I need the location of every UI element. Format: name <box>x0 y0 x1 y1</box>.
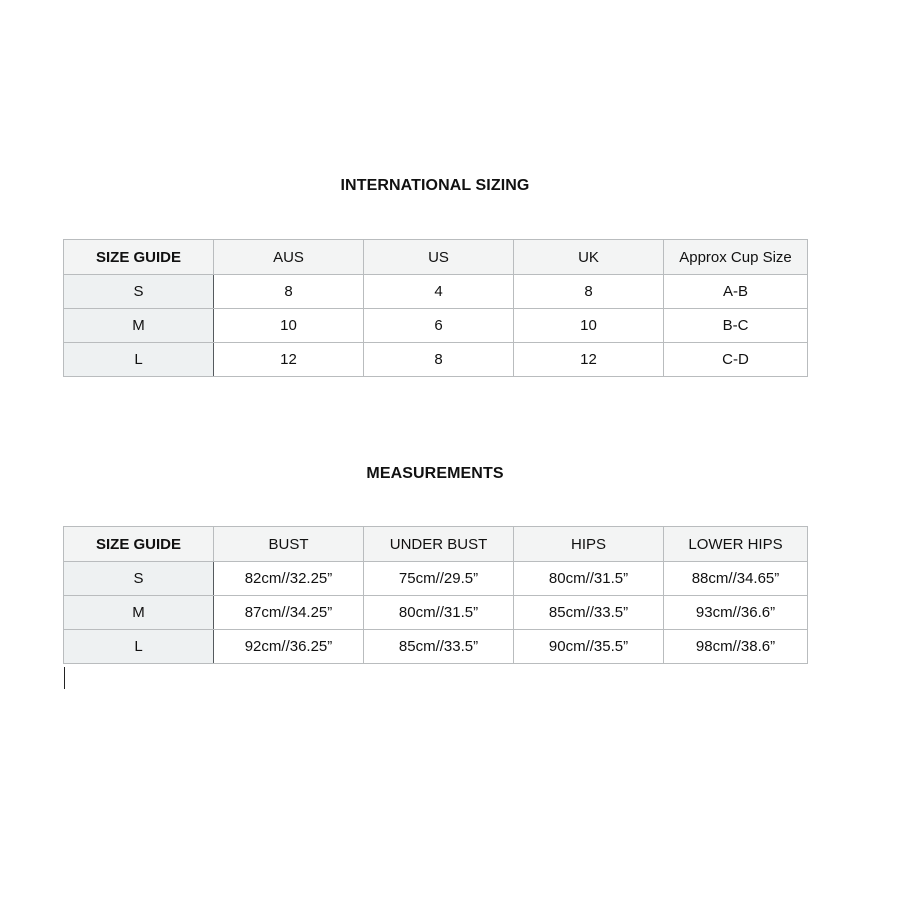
column-header-size-guide: SIZE GUIDE <box>64 240 214 275</box>
column-header-aus: AUS <box>214 240 364 275</box>
table-row <box>64 596 808 630</box>
table-cell: 8 <box>214 275 364 309</box>
table-cell: 10 <box>514 309 664 343</box>
row-header-size: M <box>64 309 214 343</box>
table-cell: 80cm//31.5” <box>514 562 664 596</box>
international-sizing-title: INTERNATIONAL SIZING <box>340 177 530 194</box>
table-cell: A-B <box>664 275 808 309</box>
table-cell: 85cm//33.5” <box>364 630 514 664</box>
table-cell: 82cm//32.25” <box>214 562 364 596</box>
table-cell: 80cm//31.5” <box>364 596 514 630</box>
table-cell: 93cm//36.6” <box>664 596 808 630</box>
table-cell: 12 <box>214 343 364 377</box>
table-header-row <box>64 240 808 275</box>
column-header-size-guide: SIZE GUIDE <box>64 527 214 562</box>
table-header-row <box>64 527 808 562</box>
table-row <box>64 562 808 596</box>
table-row <box>64 275 808 309</box>
row-header-size: S <box>64 275 214 309</box>
table-cell: 85cm//33.5” <box>514 596 664 630</box>
table-cell: C-D <box>664 343 808 377</box>
table-cell: 4 <box>364 275 514 309</box>
row-header-size: M <box>64 596 214 630</box>
table-row <box>64 309 808 343</box>
text-cursor <box>64 667 65 689</box>
row-header-size: L <box>64 630 214 664</box>
table-cell: 98cm//38.6” <box>664 630 808 664</box>
row-header-size: S <box>64 562 214 596</box>
table-cell: 90cm//35.5” <box>514 630 664 664</box>
table-cell: 75cm//29.5” <box>364 562 514 596</box>
table-row <box>64 343 808 377</box>
column-header-hips: HIPS <box>514 527 664 562</box>
table-row <box>64 630 808 664</box>
table-cell: 12 <box>514 343 664 377</box>
column-header-bust: BUST <box>214 527 364 562</box>
table-cell: 8 <box>364 343 514 377</box>
column-header-under-bust: UNDER BUST <box>364 527 514 562</box>
row-header-size: L <box>64 343 214 377</box>
column-header-uk: UK <box>514 240 664 275</box>
measurements-table <box>63 526 808 664</box>
international-sizing-table <box>63 239 808 377</box>
table-cell: 8 <box>514 275 664 309</box>
table-cell: 10 <box>214 309 364 343</box>
table-cell: 87cm//34.25” <box>214 596 364 630</box>
table-cell: 92cm//36.25” <box>214 630 364 664</box>
table-cell: B-C <box>664 309 808 343</box>
column-header-us: US <box>364 240 514 275</box>
column-header-cup-size: Approx Cup Size <box>664 240 808 275</box>
table-cell: 6 <box>364 309 514 343</box>
measurements-title: MEASUREMENTS <box>366 465 504 482</box>
table-cell: 88cm//34.65” <box>664 562 808 596</box>
column-header-lower-hips: LOWER HIPS <box>664 527 808 562</box>
